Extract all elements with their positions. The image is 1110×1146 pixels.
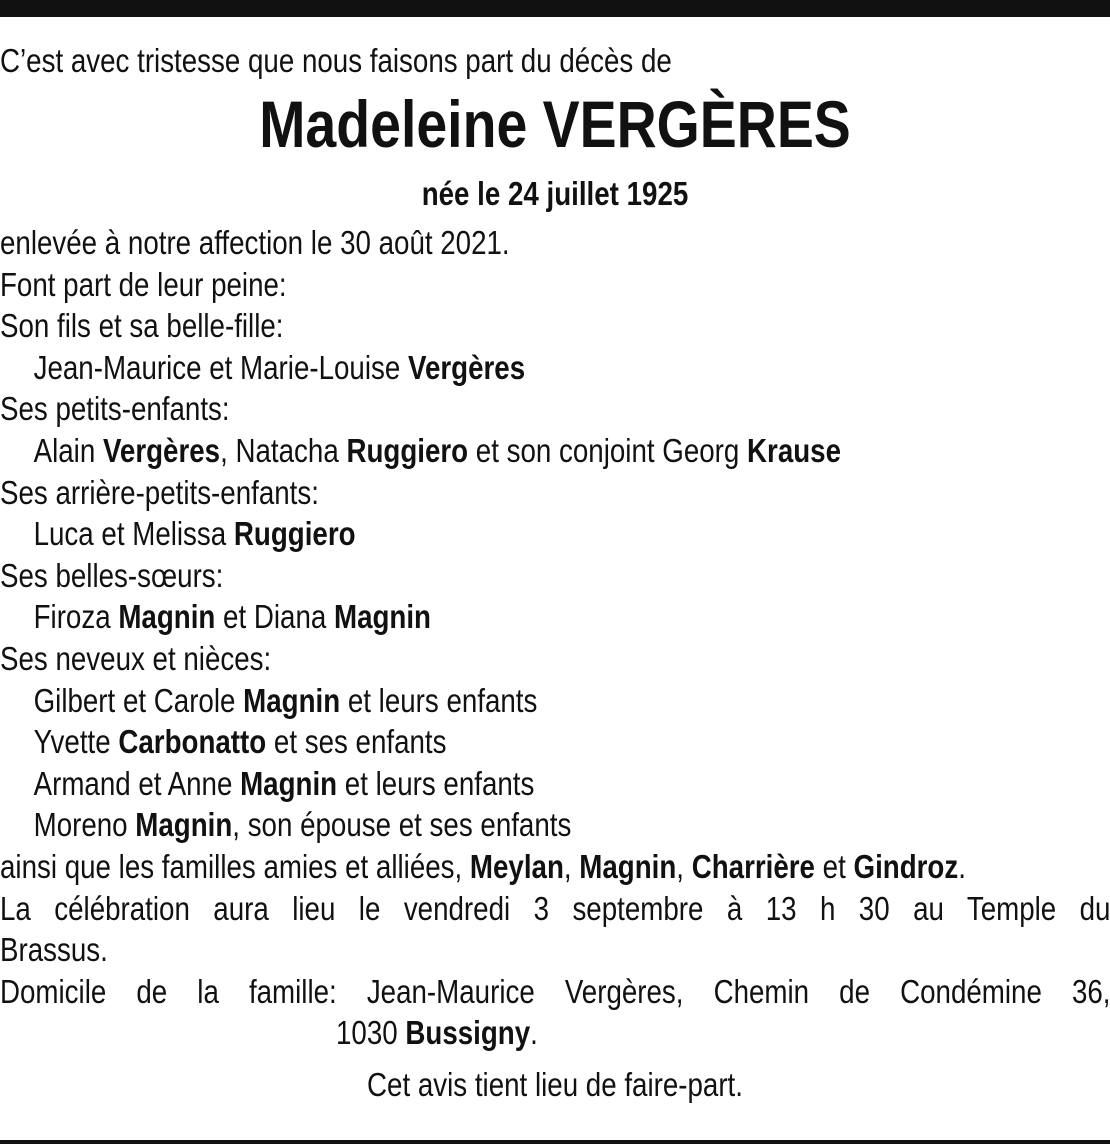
surname: Meylan (469, 847, 564, 885)
closing-line: Cet avis tient lieu de faire-part. (367, 1065, 743, 1103)
birth-date: née le 24 juillet 1925 (421, 175, 689, 212)
address-line: Domicile de la famille: Jean-Maurice Vergères, Chemin de Condémine 36, (0, 972, 1110, 1010)
nephews-nieces-heading: Ses neveux et nièces: (0, 639, 272, 677)
families-line: ainsi que les familles amies et alliées, Meylan, Magnin, Charrière et Gindroz. (0, 847, 966, 885)
surname: Magnin (243, 681, 341, 719)
surname: Ruggiero (233, 515, 356, 553)
sisters-in-law-heading: Ses belles-sœurs: (0, 556, 224, 594)
surname: Magnin (135, 806, 233, 844)
intro-line: C’est avec tristesse que nous faisons part du décès de (0, 42, 672, 79)
son-entry: Jean-Maurice et Marie-Louise Vergères (33, 348, 526, 386)
great-grandchildren-heading: Ses arrière-petits-enfants: (0, 473, 319, 511)
address-line-city: 1030 Bussigny. (336, 1014, 538, 1052)
nephew-entry: Armand et Anne Magnin et leurs enfants (33, 764, 535, 802)
nephew-entry: Gilbert et Carole Magnin et leurs enfants (33, 681, 538, 719)
celebration-line: La célébration aura lieu le vendredi 3 septembre à 13 h 30 au Temple du (0, 889, 1110, 927)
bottom-border-rule (0, 1140, 1110, 1144)
surname: Magnin (240, 764, 338, 802)
surname: Vergères (102, 431, 221, 469)
surname: Magnin (579, 847, 677, 885)
sisters-in-law-entry: Firoza Magnin et Diana Magnin (33, 598, 431, 636)
surname: Magnin (333, 598, 431, 636)
top-border-rule (0, 0, 1110, 17)
grandchildren-entry: Alain Vergères, Natacha Ruggiero et son conjoint Georg Krause (33, 431, 841, 469)
passed-line: enlevée à notre affection le 30 août 2021. (0, 224, 510, 261)
obituary-notice (0, 40, 1110, 1106)
surname: Magnin (118, 598, 216, 636)
great-grandchildren-entry: Luca et Melissa Ruggiero (33, 515, 356, 553)
surname: Carbonatto (118, 723, 267, 761)
grandchildren-heading: Ses petits-enfants: (0, 390, 230, 428)
surname: Ruggiero (346, 431, 469, 469)
nephew-entry: Moreno Magnin, son épouse et ses enfants (33, 806, 572, 844)
city: Bussigny (405, 1014, 531, 1052)
son-heading: Son fils et sa belle-fille: (0, 307, 284, 345)
nephew-entry: Yvette Carbonatto et ses enfants (33, 723, 447, 761)
surname: Charrière (691, 847, 815, 885)
announce-line: Font part de leur peine: (0, 265, 287, 303)
deceased-name: Madeleine VERGÈRES (259, 87, 851, 161)
celebration-line-end: Brassus. (0, 931, 108, 969)
surname: Vergères (407, 348, 526, 386)
surname: Krause (747, 431, 841, 469)
surname: Gindroz (853, 847, 959, 885)
